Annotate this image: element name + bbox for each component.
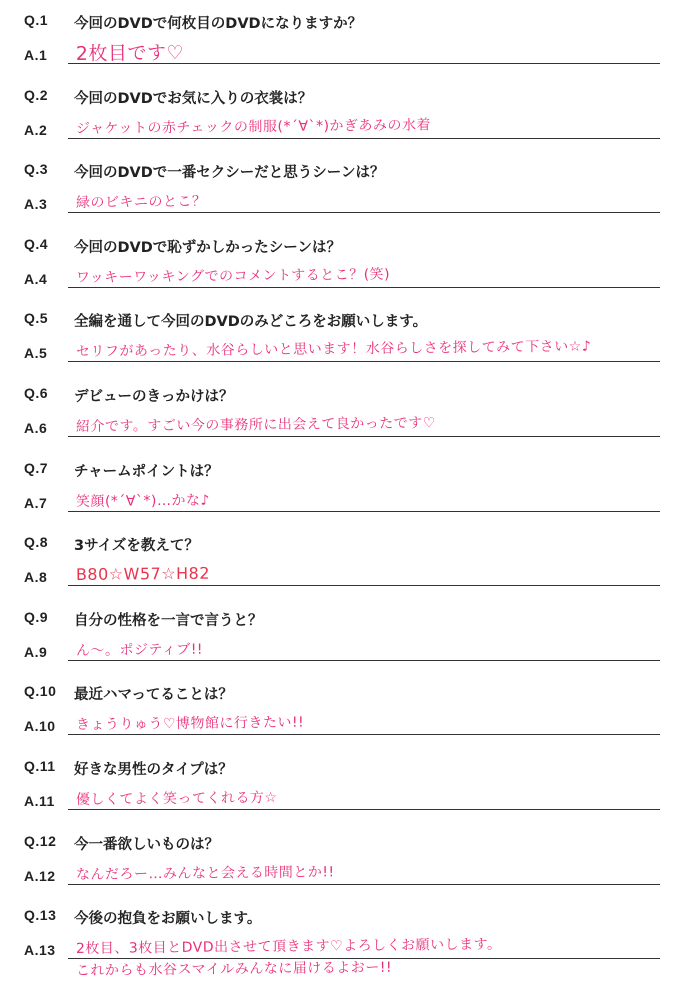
question-text: 今一番欲しいものは？ xyxy=(74,836,219,853)
answer-number: A.8 xyxy=(24,569,48,586)
handwritten-answer: 優しくてよく笑ってくれる方☆ xyxy=(75,789,278,809)
question-text: 好きな男性のタイプは？ xyxy=(74,762,233,778)
handwritten-answer: 2枚目です♡ xyxy=(75,41,185,66)
handwritten-answer: なんだろー…みんなと会える時間とか!! xyxy=(75,863,335,883)
question-number: Q.13 xyxy=(24,907,57,924)
handwritten-answer: ワッキーワッキングでのコメントするとこ？(笑) xyxy=(75,266,391,286)
question-number: Q.5 xyxy=(24,310,49,327)
question-number: Q.7 xyxy=(24,459,49,476)
question-text: 今回のDVDで恥ずかしかったシーンは？ xyxy=(74,239,342,256)
answer-underline xyxy=(68,511,660,512)
question-text: 今回のDVDでお気に入りの衣裳は？ xyxy=(74,90,313,107)
handwritten-answer: 緑のビキニのとこ？ xyxy=(75,193,207,212)
question-text: デビューのきっかけは？ xyxy=(74,389,234,405)
answer-underline xyxy=(68,287,660,288)
handwritten-answer: セリフがあったり、水谷らしいと思います！水谷らしさを探してみて下さい☆♪ xyxy=(75,338,592,361)
question-text: 最近ハマってることは？ xyxy=(74,687,233,704)
answer-number: A.7 xyxy=(24,494,48,511)
answer-underline xyxy=(68,660,660,661)
answer-number: A.6 xyxy=(24,420,48,436)
question-text: 全編を通して今回のDVDのみどころをお願いします。 xyxy=(74,314,428,331)
answer-number: A.5 xyxy=(24,345,48,362)
answer-underline xyxy=(68,436,660,437)
answer-number: A.1 xyxy=(24,47,48,63)
question-number: Q.12 xyxy=(24,832,57,849)
answer-underline xyxy=(68,884,660,885)
question-text: 今回のDVDで何枚目のDVDになりますか？ xyxy=(74,16,363,32)
handwritten-answer: 笑顔(*´∀`*)…かな♪ xyxy=(75,492,210,510)
question-number: Q.2 xyxy=(24,86,49,103)
question-text: チャームポイントは？ xyxy=(74,463,219,480)
answer-number: A.12 xyxy=(24,867,56,884)
answer-underline xyxy=(68,734,660,735)
answer-number: A.13 xyxy=(24,942,56,959)
handwritten-answer: きょうりゅう♡博物館に行きたい!! xyxy=(75,715,305,734)
question-number: Q.9 xyxy=(24,608,49,625)
question-number: Q.3 xyxy=(24,161,49,178)
question-number: Q.11 xyxy=(24,758,56,774)
handwritten-answer: B80☆W57☆H82 xyxy=(75,563,211,585)
question-number: Q.1 xyxy=(24,12,49,28)
answer-underline xyxy=(68,212,660,213)
answer-number: A.10 xyxy=(24,718,56,735)
answer-number: A.11 xyxy=(24,793,55,809)
question-text: 今回のDVDで一番セクシーだと思うシーンは？ xyxy=(74,165,385,182)
answer-number: A.4 xyxy=(24,270,48,287)
question-number: Q.8 xyxy=(24,534,49,551)
question-number: Q.4 xyxy=(24,235,49,252)
question-text: 今後の抱負をお願いします。 xyxy=(74,911,262,928)
answer-number: A.2 xyxy=(24,121,48,138)
handwritten-answer: ん〜。ポジティブ!! xyxy=(75,641,204,659)
answer-underline xyxy=(68,63,660,64)
answer-underline xyxy=(68,138,660,139)
question-text: 自分の性格を一言で言うと？ xyxy=(74,612,263,629)
question-number: Q.6 xyxy=(24,385,49,401)
answer-underline xyxy=(68,361,660,362)
handwritten-answer-line2: これからも水谷スマイルみんなに届けるよおー!! xyxy=(75,959,393,980)
answer-number: A.3 xyxy=(24,196,48,213)
answer-underline xyxy=(68,585,660,586)
answer-number: A.9 xyxy=(24,643,48,660)
question-text: 3サイズを教えて？ xyxy=(74,538,199,555)
handwritten-answer: 2枚目、3枚目とDVD出させて頂きます♡よろしくお願いします。 xyxy=(75,936,502,958)
handwritten-answer: ジャケットの赤チェックの制服(*´∀`*)かぎあみの水着 xyxy=(75,116,432,137)
answer-underline xyxy=(68,809,660,810)
handwritten-answer: 紹介です。すごい今の事務所に出会えて良かったです♡ xyxy=(75,415,436,436)
question-number: Q.10 xyxy=(24,683,57,700)
